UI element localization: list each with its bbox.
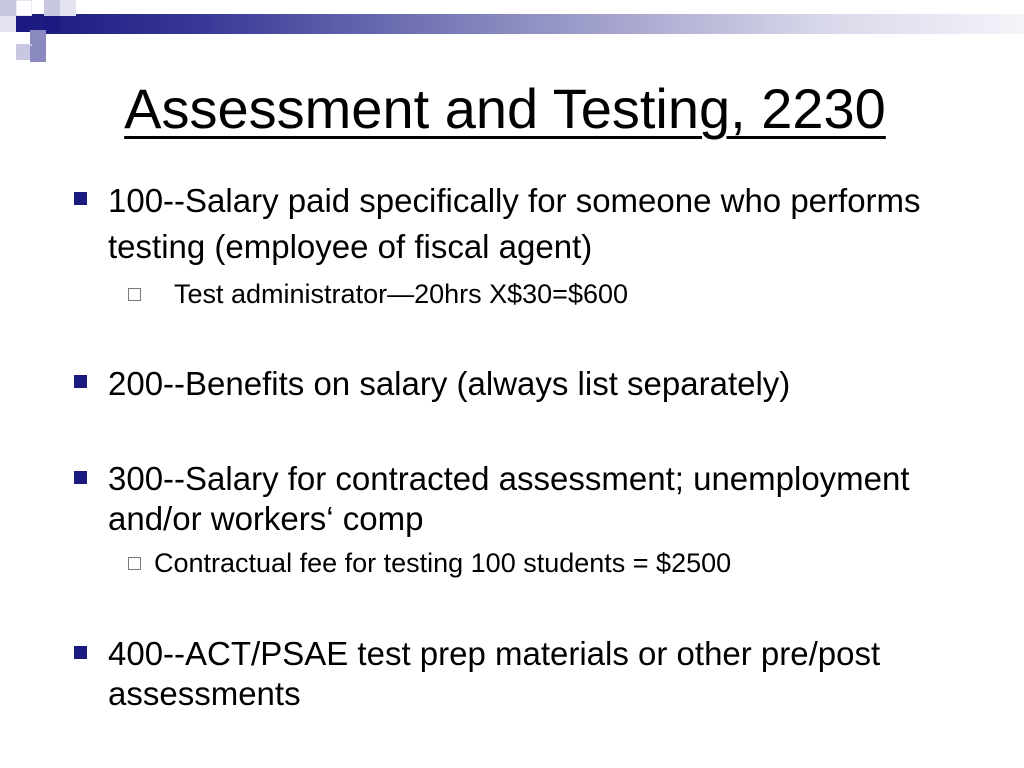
decor-square-icon xyxy=(0,16,16,32)
bullet-item xyxy=(108,634,988,714)
decor-square-icon xyxy=(44,16,60,32)
decor-square-icon xyxy=(30,30,46,46)
bullet-text: 100--Salary paid specifically for someone who performs testing (employee of fiscal agent) xyxy=(108,182,921,265)
bullet-text: 400--ACT/PSAE test prep materials or other pre/post assessments xyxy=(108,635,881,712)
bullet-text: 200--Benefits on salary (always list separately) xyxy=(108,365,791,402)
bullet-text: 300--Salary for contracted assessment; unemployment and/or workers‘ comp xyxy=(108,460,910,537)
decor-square-icon xyxy=(60,0,76,16)
slide-title-text: Assessment and Testing, 2230 xyxy=(124,77,886,140)
sub-bullet-text: Test administrator—20hrs X$30=$600 xyxy=(174,279,629,309)
square-bullet-icon xyxy=(74,192,87,205)
bullet-item xyxy=(108,178,988,270)
decor-square-icon xyxy=(30,46,46,62)
square-bullet-icon xyxy=(74,471,87,484)
sub-bullet-text: Contractual fee for testing 100 students = $2500 xyxy=(154,548,732,578)
bullet-item xyxy=(108,459,988,539)
hollow-square-bullet-icon xyxy=(128,557,141,570)
slide-title xyxy=(0,74,1010,144)
bullet-item xyxy=(108,361,988,407)
decor-square-icon xyxy=(16,0,32,16)
decor-square-icon xyxy=(44,0,60,16)
decor-square-icon xyxy=(0,0,16,16)
square-bullet-icon xyxy=(74,375,87,388)
hollow-square-bullet-icon xyxy=(128,288,141,301)
header-gradient-bar xyxy=(30,14,1024,34)
square-bullet-icon xyxy=(74,646,87,659)
